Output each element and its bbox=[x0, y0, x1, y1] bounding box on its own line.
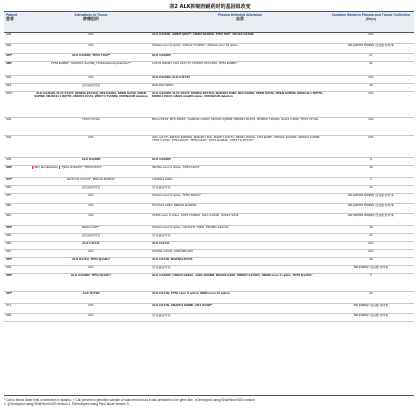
cell-patient: 967* bbox=[6, 291, 13, 295]
header-patient bbox=[6, 13, 30, 21]
cell-plasma: SETD2 exon 6 splice, TP53 A161T bbox=[152, 165, 200, 169]
cell-tissue: N/A bbox=[88, 313, 94, 317]
cell-patient: 943 bbox=[6, 75, 12, 79]
cell-plasma: ALK I1171N, MAP3K4 P272L bbox=[152, 257, 194, 261]
cell-patient: 950 bbox=[6, 233, 12, 237]
cell-patient: 963 bbox=[6, 241, 12, 245]
cell-tissue: TP53 V173G bbox=[82, 117, 100, 121]
cell-plasma: 没有基因改变 bbox=[152, 265, 171, 269]
cell-tissue: ALK F1174L bbox=[82, 241, 100, 245]
cell-plasma: ALK G1202R bbox=[152, 53, 171, 57]
cell-patient: 995 bbox=[6, 313, 12, 317]
header-patient-en: Patient bbox=[6, 13, 18, 17]
cell-patient: 920 bbox=[6, 43, 12, 47]
cell-duration: No biopsy 没有配对样本 bbox=[353, 265, 389, 269]
cell-duration: No paired biopsy 没有配对样本 bbox=[348, 43, 394, 47]
cell-patient: 964* bbox=[6, 225, 13, 229]
cell-duration: 23 bbox=[369, 291, 373, 295]
cell-patient: 961 bbox=[6, 213, 12, 217]
cell-duration: 5 bbox=[370, 273, 372, 277]
cell-plasma: STAG2 exon 6 splice, STAG2 T1329fs*, STAG2 exon 18 splice bbox=[152, 43, 238, 47]
header-duration-en: Duration Between Plasma and Tissue Collection (Days) bbox=[332, 13, 410, 21]
cell-patient: 967 bbox=[6, 249, 12, 253]
cell-tissue: N/A bbox=[88, 193, 94, 197]
header-duration bbox=[330, 13, 412, 21]
cell-duration: N/A bbox=[368, 91, 374, 95]
cell-plasma: STAG2 exon 5 splice, NOTCH1 T349I, PIKHD1 A2374S bbox=[152, 225, 229, 229]
cell-tissue: N/A bbox=[88, 135, 94, 139]
cell-tissue: N/A bbox=[88, 213, 94, 217]
cell-duration: 42 bbox=[369, 185, 373, 189]
cell-duration: No paired biopsy 没有配对样本 bbox=[348, 193, 394, 197]
cell-plasma: HOXA13 A64V, MED12 E1633fs bbox=[152, 203, 197, 207]
cell-duration: No paired biopsy 没有配对样本 bbox=[348, 203, 394, 207]
cell-duration: No biopsy 没有配对样本 bbox=[353, 303, 389, 307]
cell-tissue: TP53 E285K*, MAP3K1 Ser939_Thr942delinsCysSerSer** bbox=[50, 61, 132, 65]
footnote-line: 1. §Genotyped using SNaPshot NGS version 2. ¶Genotyped using PanCancer version 3. bbox=[4, 402, 130, 407]
cell-patient: 987* bbox=[6, 257, 13, 261]
header-patient-cn: 患者 bbox=[6, 16, 14, 21]
cell-duration: N/A bbox=[368, 32, 374, 36]
cell-tissue: N/A bbox=[88, 249, 94, 253]
cell-duration: No biopsy 没有配对样本 bbox=[353, 313, 389, 317]
cell-duration: 21 bbox=[369, 233, 373, 237]
cell-tissue: NOTCH1 K217N*, BRCA2 R2651I* bbox=[66, 177, 116, 181]
cell-tissue: ALK I1171N, TP53 Q144fs* bbox=[71, 257, 111, 261]
cell-tissue: N/A bbox=[88, 75, 94, 79]
table-row bbox=[4, 273, 414, 292]
cell-plasma: ALK F1174L bbox=[152, 241, 170, 245]
cell-plasma: 没有基因改变 bbox=[152, 185, 171, 189]
cell-patient: 957 bbox=[6, 193, 12, 197]
cell-tissue: N/A bbox=[88, 43, 94, 47]
cell-plasma: LATS1 D828H, NF1 A2177V, PRKDC PF1726A, TP53 E285K* bbox=[152, 61, 238, 65]
cell-plasma: CHD4 exon 9 splice, FAT3 V1383A, IGF1 K164R, U2AF1 S34F bbox=[152, 213, 239, 217]
cell-plasma: LONRF1 I246L bbox=[152, 177, 173, 181]
cell-patient: 909 bbox=[6, 32, 12, 36]
cell-duration: 91 bbox=[369, 61, 373, 65]
cell-tissue: 没有基因改变 bbox=[81, 185, 101, 189]
cell-tissue: N/A bbox=[88, 303, 94, 307]
cell-patient: 960 bbox=[6, 203, 12, 207]
cell-tissue: 没有基因改变 bbox=[81, 233, 101, 237]
cell-plasma: ALK G1202R, CDH20 G294A, JAK2 I1098M, NEGR1 E39K, PRKDC F1762fs, SDHB exon 4 splice, TP53 Q144fs* bbox=[152, 273, 313, 277]
cell-tissue: ALK G1202R, TP53 Y193** bbox=[71, 53, 111, 57]
cell-duration: 27 bbox=[369, 53, 373, 57]
cell-patient: 915† bbox=[6, 91, 13, 95]
header-plasma-en: Plasma Detected Alteration bbox=[218, 13, 262, 17]
cell-patient: 086* bbox=[6, 61, 13, 65]
header-tissue-cn: 肿瘤组织 bbox=[83, 16, 99, 21]
table-title: 表2 ALK抑制剂耐药时的基因组改变 bbox=[169, 4, 251, 10]
cell-tissue: ALK G1202R, FLT1 S727T, KDM5A E1511Q, NF2 D428H, SPEN S274F, SPEN S2259F, WHSC1L1 R877K, MORC1 I511V, WDFY4 T1058N, CDKN2A/B deletion bbox=[34, 91, 148, 99]
cell-plasma: ALK E1210K, ARID2 Q607*, ARID2 N1383S, TP53 S94*, VEGFA S143W bbox=[152, 32, 254, 36]
cell-duration: No paired biopsy 没有配对样本 bbox=[348, 213, 394, 217]
cell-tissue: ALK I1171N bbox=[82, 291, 100, 295]
table-footnotes bbox=[4, 398, 416, 406]
cell-plasma: ALK G1202R bbox=[152, 157, 171, 161]
cell-plasma: BCL2 P31S, BTK W634*, CARD11 L251P, KMT2D IQ4896, PRDM1 R187S, ROBO2 T1043S, SGK1 C48W, TP53 V173G bbox=[152, 117, 319, 121]
cell-patient: 952 bbox=[6, 185, 12, 189]
cell-patient: 919 bbox=[6, 83, 12, 87]
header-plasma-cn: 血浆 bbox=[236, 16, 244, 21]
cell-tissue: ALK G1202R bbox=[81, 157, 101, 161]
cell-duration: 1 bbox=[370, 177, 372, 181]
cell-tissue: N/A bbox=[88, 32, 94, 36]
cell-duration: N/A bbox=[368, 241, 374, 245]
table-bottom-rule bbox=[4, 395, 414, 396]
header-plasma bbox=[152, 13, 328, 21]
cell-duration: 46 bbox=[369, 83, 373, 87]
table-header bbox=[4, 11, 414, 33]
cell-patient: 969 bbox=[6, 265, 12, 269]
cell-duration: N/A bbox=[368, 75, 374, 79]
table-row bbox=[4, 117, 414, 136]
cell-duration: 28 bbox=[369, 257, 373, 261]
header-tissue-en: Alterations in Tissue bbox=[74, 13, 108, 17]
cell-patient: 971 bbox=[6, 303, 12, 307]
cell-patient: 934 bbox=[6, 135, 12, 139]
cell-plasma: 没有基因改变 bbox=[152, 233, 171, 237]
cell-plasma: ALK G1202R, FLT1 S727T, KDM5A E1511Q, MAP2K4 S36F, NF2 D428H, SPEN S274F, SPEN S2259F, WHSC1L1 R877K, MORC1 I511V, GNAS amplification, CDKN2A/B deletion bbox=[152, 91, 324, 99]
cell-patient: 067* bbox=[6, 53, 13, 57]
cell-tissue: NRAS A18T* bbox=[82, 225, 100, 229]
cell-duration: N/A bbox=[368, 117, 374, 121]
cell-tissue: N/A bbox=[88, 265, 94, 269]
footnote-line: * Call is below lower limit of detection in plasma. † Call present in germline sample or was removed as it was predicted to be germ line. ‡Genotyped using SNaPshot NGS version bbox=[4, 398, 255, 402]
cell-tissue: 没有基因改变 bbox=[81, 83, 101, 87]
cell-plasma: ALK D1203N, ALK F1174V bbox=[152, 75, 191, 79]
cell-duration: N/A bbox=[368, 135, 374, 139]
table-row bbox=[4, 91, 414, 118]
cell-duration: N/A bbox=[368, 249, 374, 253]
cell-patient: 947* bbox=[6, 177, 13, 181]
cell-patient: 966* bbox=[6, 273, 13, 277]
cell-tissue: N/A bbox=[88, 203, 94, 207]
cell-patient: 934 bbox=[6, 117, 12, 121]
cell-plasma: CCDN1 A154T, CDKN2B A9V bbox=[152, 249, 193, 253]
cell-plasma: RNF19A H259Y bbox=[152, 83, 175, 87]
cell-plasma: 没有基因改变 bbox=[152, 313, 171, 317]
cell-plasma: ALK I1171N, TP53 exon 9 splice, WRN exon 13 splice bbox=[152, 291, 230, 295]
table-row bbox=[4, 135, 414, 158]
table-row bbox=[4, 61, 414, 76]
cell-patient: 936 bbox=[6, 157, 12, 161]
cell-duration: 5 bbox=[370, 157, 372, 161]
highlight-box: MET amplification bbox=[33, 165, 59, 169]
table-row bbox=[4, 313, 414, 322]
cell-patient: 939* bbox=[6, 165, 13, 169]
header-tissue bbox=[32, 13, 150, 21]
cell-duration: 16 bbox=[369, 165, 373, 169]
cell-plasma: APC Q173*, KMT2A E3599Q, MAP3K7 M1I, MAPK7 D415Y, MDM1 W222L, NF2 E363*, PRKDC E1169K, SMAD4 C363R, TP53 V173G, TP53 M237I, TP53 C242*, TET2 E1352K, TP53 T6.35*K37* bbox=[152, 135, 321, 143]
cell-tissue: MET amplification , TSC2 D1612N*, TP53 P151T bbox=[33, 165, 102, 169]
cell-plasma: STAG2 exon 5 splice, TP53 M237V bbox=[152, 193, 201, 197]
cell-duration: 18 bbox=[369, 225, 373, 229]
cell-tissue: ALK G1202R, TP53 Q144fs* bbox=[70, 273, 112, 277]
cell-plasma: ALK I1171N, ANAPC1 E986K, NF1 S1495* bbox=[152, 303, 213, 307]
